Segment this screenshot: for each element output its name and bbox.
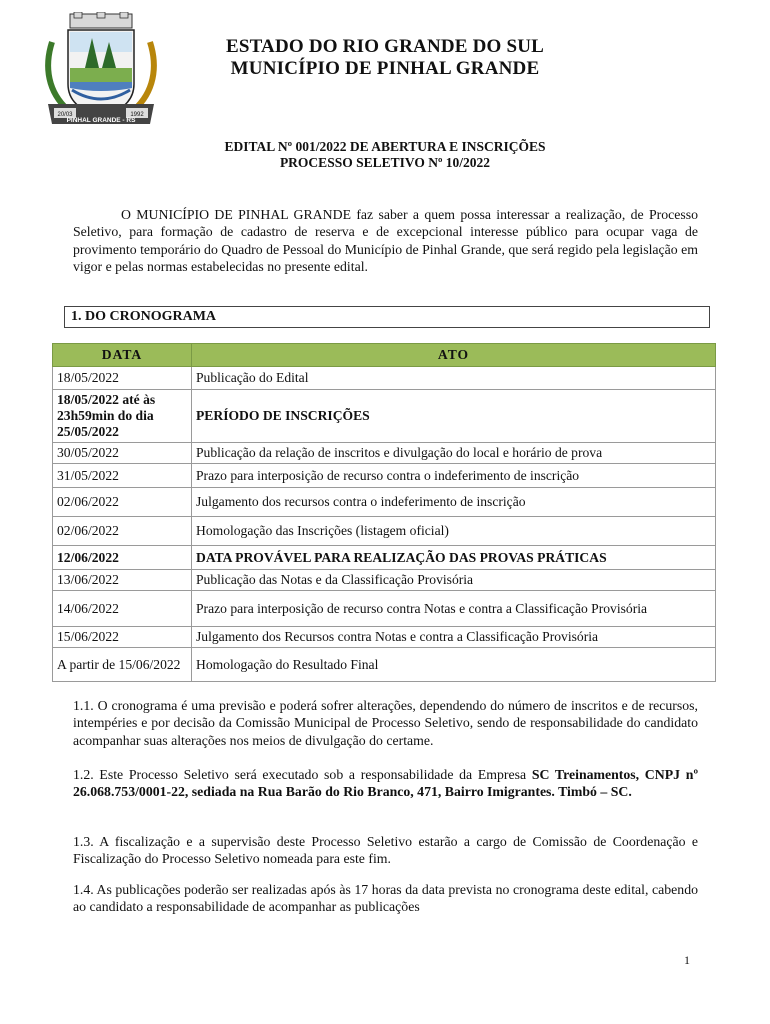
row-act: Publicação das Notas e da Classificação Provisória	[192, 570, 716, 591]
paragraph-1-2	[73, 766, 698, 801]
row-date: 12/06/2022	[53, 546, 192, 570]
row-date: 31/05/2022	[53, 464, 192, 488]
row-act: Prazo para interposição de recurso contra Notas e contra a Classificação Provisória	[192, 591, 716, 627]
table-row	[53, 488, 716, 517]
table-row	[53, 517, 716, 546]
page-number: 1	[684, 953, 690, 967]
paragraph-1-1: 1.1. O cronograma é uma previsão e poderá sofrer alterações, dependendo do número de inscritos e de recursos, intempéries e por decisão da Comissão Municipal de Processo Seletivo, sendo de responsabilidade do candidato acompanhar suas alterações nos meios de divulgação do certame.	[73, 698, 698, 748]
state-name: ESTADO DO RIO GRANDE DO SUL	[225, 36, 545, 57]
header-title	[160, 36, 610, 80]
paragraph-1-2-company: SC Treinamentos, CNPJ nº 26.068.753/0001-22, sediada na Rua Barão do Rio Branco, 471, Bairro Imigrantes. Timbó – SC.	[73, 767, 698, 800]
row-date: 14/06/2022	[53, 591, 192, 627]
row-act: Publicação do Edital	[192, 367, 716, 390]
row-act: Homologação das Inscrições (listagem oficial)	[192, 517, 716, 546]
table-row	[53, 570, 716, 591]
table-row	[53, 367, 716, 390]
table-row	[53, 443, 716, 464]
table-row	[53, 627, 716, 648]
row-date: 15/06/2022	[53, 627, 192, 648]
paragraph-1-3: 1.3. A fiscalização e a supervisão deste Processo Seletivo estarão a cargo de Comissão de Coordenação e Fiscalização do Processo Seletivo nomeada para este fim.	[73, 834, 698, 867]
table-row	[53, 390, 716, 443]
row-date: 13/06/2022	[53, 570, 192, 591]
edital-line2: PROCESSO SELETIVO Nº 10/2022	[279, 155, 491, 170]
row-act: Homologação do Resultado Final	[192, 648, 716, 682]
crest-ribbon-text: PINHAL GRANDE - RS	[66, 117, 136, 124]
crest-year-left: 20/03	[57, 112, 73, 118]
row-act: DATA PROVÁVEL PARA REALIZAÇÃO DAS PROVAS PRÁTICAS	[192, 546, 716, 570]
row-act: PERÍODO DE INSCRIÇÕES	[192, 390, 716, 443]
row-act: Julgamento dos Recursos contra Notas e contra a Classificação Provisória	[192, 627, 716, 648]
table-row	[53, 464, 716, 488]
table-row	[53, 546, 716, 570]
row-act: Julgamento dos recursos contra o indeferimento de inscrição	[192, 488, 716, 517]
row-date: 30/05/2022	[53, 443, 192, 464]
section-title-cronograma: 1. DO CRONOGRAMA	[64, 306, 710, 328]
row-date: 02/06/2022	[53, 517, 192, 546]
row-date: 18/05/2022	[53, 367, 192, 390]
table-row	[53, 648, 716, 682]
schedule-table	[52, 343, 716, 682]
crest-year-right: 1992	[130, 112, 144, 118]
row-date: A partir de 15/06/2022	[53, 648, 192, 682]
municipality-name: MUNICÍPIO DE PINHAL GRANDE	[230, 58, 540, 79]
table-header-row	[53, 344, 716, 367]
edital-line1: EDITAL Nº 001/2022 DE ABERTURA E INSCRIÇÕES	[224, 139, 546, 154]
row-date: 18/05/2022 até às 23h59min do dia 25/05/2022	[53, 390, 192, 443]
edital-title	[100, 139, 670, 171]
paragraph-1-2-text: 1.2. Este Processo Seletivo será executado sob a responsabilidade da Empresa	[73, 767, 532, 782]
intro-paragraph: O MUNICÍPIO DE PINHAL GRANDE faz saber a quem possa interessar a realização, de Processo Seletivo, para formação de cadastro de reserva e de excepcional interesse público para ocupar vaga de provimento temporário do Quadro de Pessoal do Município de Pinhal Grande, que será regido pela legislação em vigor e pelas normas estabelecidas no presente edital.	[73, 207, 698, 275]
paragraph-1-4: 1.4. As publicações poderão ser realizadas após às 17 horas da data prevista no cronograma deste edital, cabendo ao candidato a responsabilidade de acompanhar as publicações	[73, 882, 698, 915]
row-act: Prazo para interposição de recurso contra o indeferimento de inscrição	[192, 464, 716, 488]
column-header-date: DATA	[53, 344, 192, 367]
municipal-crest-logo	[40, 12, 162, 130]
row-date: 02/06/2022	[53, 488, 192, 517]
row-act: Publicação da relação de inscritos e divulgação do local e horário de prova	[192, 443, 716, 464]
column-header-act: ATO	[192, 344, 716, 367]
table-row	[53, 591, 716, 627]
